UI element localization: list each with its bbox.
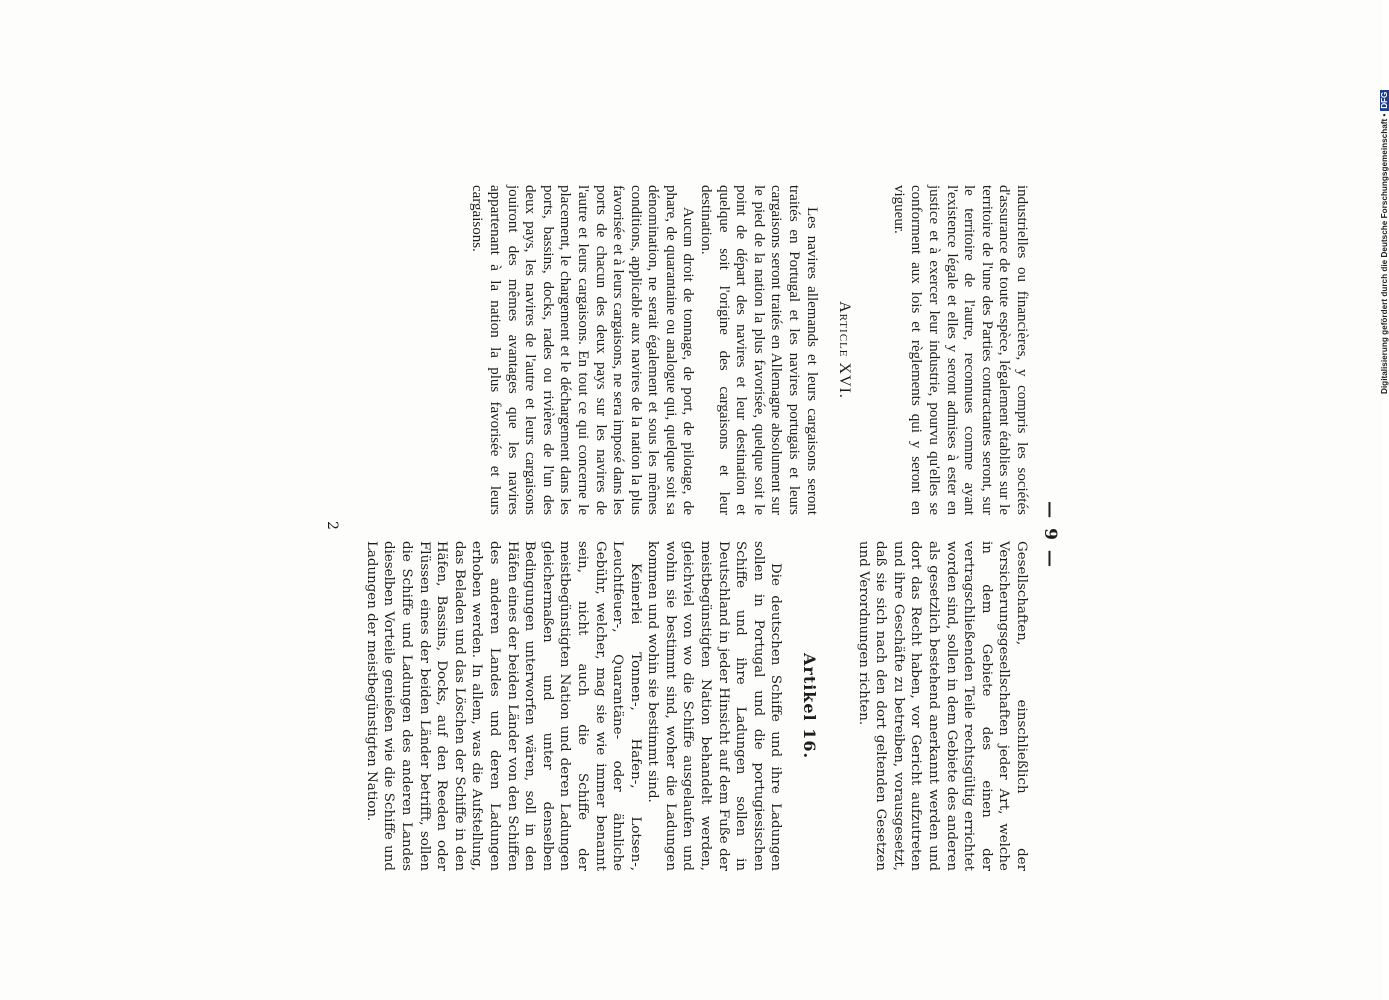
dfg-credit-line [1358,8,1388,408]
german-intro-paragraph: Gesellschaften, einschließlich der Versicherungsgesellschaften jeder Art, welche in dem Gebiete des einen der vertragschließenden Teile rechtsgültig errichtet worden sind, sollen in dem Gebiete des anderen als gesetzlich bestehend anerkannt werden und dort das Recht haben, vor Gericht aufzutreten und ihre Geschäfte zu betreiben, vorausgesetzt, daß sie sich nach den dort geltenden Gesetzen und Verordnungen richten. [855,541,1029,871]
german-paragraph-1: Die deutschen Schiffe und ihre Ladungen sollen in Portugal und die portugiesischen Schiffe und ihre Ladungen sollen in Deutschland in jeder Hinsicht auf dem Fuße der meistbegünstigten Nation behandelt werden, gleichviel von wo die Schiffe ausgelaufen und wohin sie bestimmt sind, woher die Ladungen kommen und wohin sie bestimmt sind. [645,541,784,871]
french-column [468,185,1030,515]
german-article-title: Artikel 16. [800,652,820,760]
credit-text: Digitalisierung gefördert durch die Deutsche Forschungsgemeinschaft • [1380,113,1389,394]
dfg-logo: DFG [1380,91,1389,109]
page-number: — 9 — [1040,501,1060,569]
french-paragraph-1: Les navires allemands et leurs cargaisons seront traités en Portugal et les navires portugais et leurs cargaisons seront traités en Allemagne absolument sur le pied de la nation la plus favorisée, quelque soit le point de départ des navires et leur destination et quelque soit l'origine des cargaisons et leur destination. [698,185,820,515]
german-column [362,541,1030,871]
signature-mark: 2 [324,521,340,530]
french-article-title: Article XVI. [836,301,854,399]
rotated-page [180,185,1060,885]
french-paragraph-2: Aucun droit de tonnage, de port, de pilotage, de phare, de quarantaine ou analogue qui, quelque soit sa dénomination, ne serait également et sous les mêmes conditions, applicable aux navires de la nation la plus favorisée et à leurs cargaisons, ne sera imposé dans les ports de chacun des deux pays sur les navires de l'autre et leurs cargaisons. En tout ce qui concerne le placement, le chargement et le déchargement dans les ports, bassins, docks, rades ou rivières de l'un des deux pays, les navires de l'autre et leurs cargaisons jouiront des mêmes avantages que les navires appartenant à la nation la plus favorisée et leurs cargaisons. [469,185,697,515]
german-paragraph-2: Keinerlei Tonnen-, Hafen-, Lotsen-, Leuchtfeuer-, Quarantäne- oder ähnliche Gebühr, welcher, mag sie wie immer benannt sein, nicht auch die Schiffe der meistbegünstigten Nation und deren Ladungen gleichermaßen und unter denselben Bedingungen unterworfen wären, soll in den Häfen eines der beiden Länder von den Schiffen des anderen Landes und deren Ladungen erhoben werden. In allem, was die Aufstellung, das Beladen und das Löschen der Schiffe in den Häfen, Bassins, Docks, auf den Reeden oder Flüssen eines der beiden Länder betrifft, sollen die Schiffe und Ladungen des anderen Landes dieselben Vorteile genießen wie die Schiffe und Ladungen der meistbegünstigten Nation. [363,541,643,871]
french-intro-paragraph: industrielles ou financières, y compris les sociétés d'assurance de toute espèce, légalement établies sur le territoire de l'une des Parties contractantes seront, sur le territoire de l'autre, reconnues comme ayant l'existence légale et elles y seront admises à ester en justice et à exercer leur industrie, pourvu qu'elles se conforment aux lois et règlements qui y seront en vigueur. [890,185,1030,515]
